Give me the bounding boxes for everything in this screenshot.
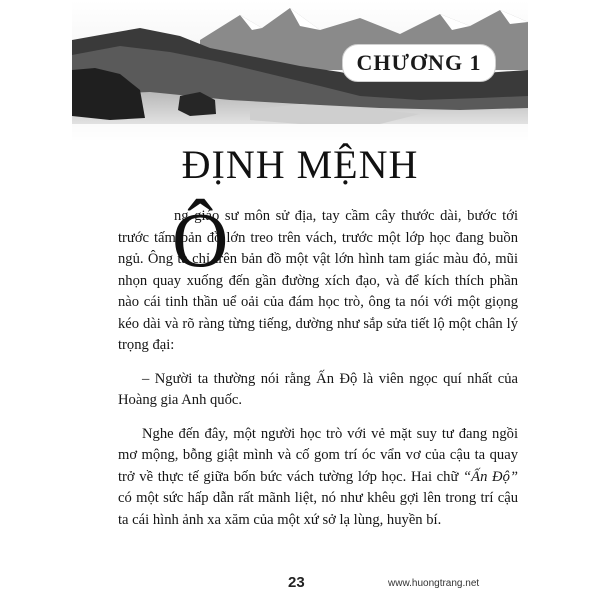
paragraph-2: – Người ta thường nói rằng Ấn Độ là viên ngọc quí nhất của Hoàng gia Anh quốc.	[118, 370, 518, 408]
paragraph-3-emphasis: “Ấn Độ”	[463, 468, 518, 485]
mountain-landscape-illustration	[0, 0, 600, 140]
paragraph-3-text-a: Nghe đến đây, một người học trò với vẻ mặt suy tư đang ngồi mơ mộng, bỗng giật mình và cố gom trí óc vẩn vơ của cậu ta quay trở về thực tế giữa bốn bức vách tường lớp học. Hai chữ	[118, 425, 518, 485]
drop-cap: Ô	[172, 196, 229, 283]
chapter-label: CHƯƠNG 1	[342, 44, 496, 82]
page-number: 23	[288, 574, 305, 591]
chapter-banner-illustration	[0, 0, 600, 140]
paragraph-1-text: ng giáo sư môn sử địa, tay cầm cây thước dài, bước tới trước tấm bản đồ lớn treo trên vách, trước một lớp học đang buồn ngủ. Ông ta chỉ trên bản đồ một vật lớn hình tam giác màu đỏ, mũi nhọn quay xuống đến gần đường xích đạo, và để kích thích phần nào cái tinh thần uể oải của đám học trò, ông ta nói với một giọng kéo dài và rõ ràng từng tiếng, dường như sắp sửa tiết lộ một chân lý trọng đại:	[118, 208, 518, 353]
paragraph-3	[118, 424, 518, 532]
chapter-title: ĐỊNH MỆNH	[181, 142, 419, 187]
page-footer	[0, 574, 600, 596]
paragraph-3-text-b: có một sức hấp dẫn rất mãnh liệt, nó như khêu gợi lên trong trí cậu ta cái hình ảnh xa xăm của một xứ sở lạ lùng, huyền bí.	[118, 490, 518, 528]
publisher-website: www.huongtrang.net	[388, 578, 480, 589]
paragraph-1	[118, 196, 518, 357]
chapter-body	[118, 196, 518, 543]
